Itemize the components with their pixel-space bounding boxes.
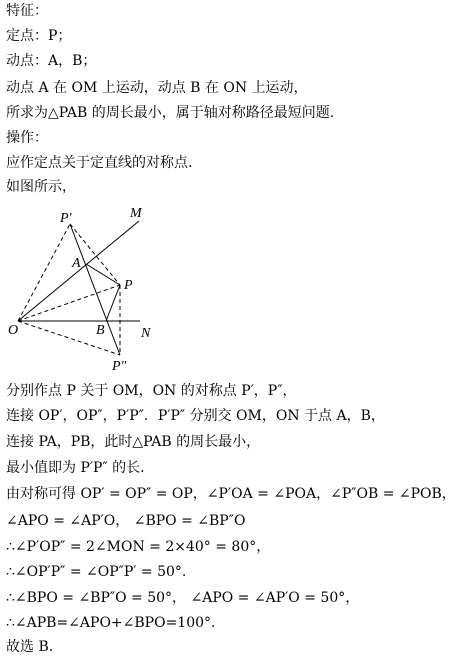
text-line-9: 分别作点 P 关于 OM，ON 的对称点 P′，P″， (6, 383, 297, 399)
text-line-14: ∠APO = ∠AP′O， ∠BPO = ∠BP″O (6, 513, 246, 529)
text-line-5: 所求为△PAB 的周长最小，属于轴对称路径最短问题. (6, 105, 335, 121)
text-line-13: 由对称可得 OP′ = OP″ = OP，∠P′OA = ∠POA，∠P″OB = ∠POB， (6, 486, 456, 502)
text-line-18: ∴∠APB=∠APO+∠BPO=100°. (6, 615, 216, 631)
text-line-19: 故选 B. (6, 639, 54, 655)
label-p: P (124, 278, 133, 293)
text-line-7: 应作定点关于定直线的对称点. (6, 155, 193, 171)
segment-pa (86, 264, 120, 285)
text-line-11: 连接 PA，PB，此时△PAB 的周长最小， (6, 434, 261, 450)
segment-op1 (18, 224, 70, 321)
text-line-17: ∴∠BPO = ∠BP″O = 50°， ∠APO = ∠AP′O = 50°， (6, 590, 360, 606)
text-line-3: 动点：A，B； (6, 53, 97, 69)
segment-pp1 (70, 224, 120, 285)
text-line-1: 特征： (6, 3, 48, 19)
segment-pb (106, 285, 120, 321)
label-b: B (96, 323, 105, 338)
text-line-10: 连接 OP′，OP″，P′P″．P′P″ 分别交 OM，ON 于点 A，B， (6, 408, 385, 424)
label-p2: P″ (112, 359, 127, 374)
text-line-16: ∴∠OP′P″ = ∠OP″P′ = 50°. (6, 564, 187, 580)
text-line-8: 如图所示， (6, 179, 76, 195)
label-o: O (8, 323, 19, 338)
geometry-figure (0, 200, 200, 380)
text-line-4: 动点 A 在 OM 上运动，动点 B 在 ON 上运动， (6, 80, 308, 96)
segment-p1p2 (70, 224, 120, 355)
label-a: A (72, 256, 81, 271)
label-p1: P′ (60, 211, 72, 226)
text-line-2: 定点：P； (6, 28, 72, 44)
text-line-15: ∴∠P′OP″ = 2∠MON = 2×40° = 80°， (6, 539, 271, 555)
label-n: N (141, 326, 151, 341)
text-line-6: 操作： (6, 130, 48, 146)
label-m: M (130, 206, 142, 221)
ray-om (18, 221, 139, 321)
text-line-12: 最小值即为 P′P″ 的长. (6, 460, 145, 476)
segment-op2 (18, 321, 120, 355)
